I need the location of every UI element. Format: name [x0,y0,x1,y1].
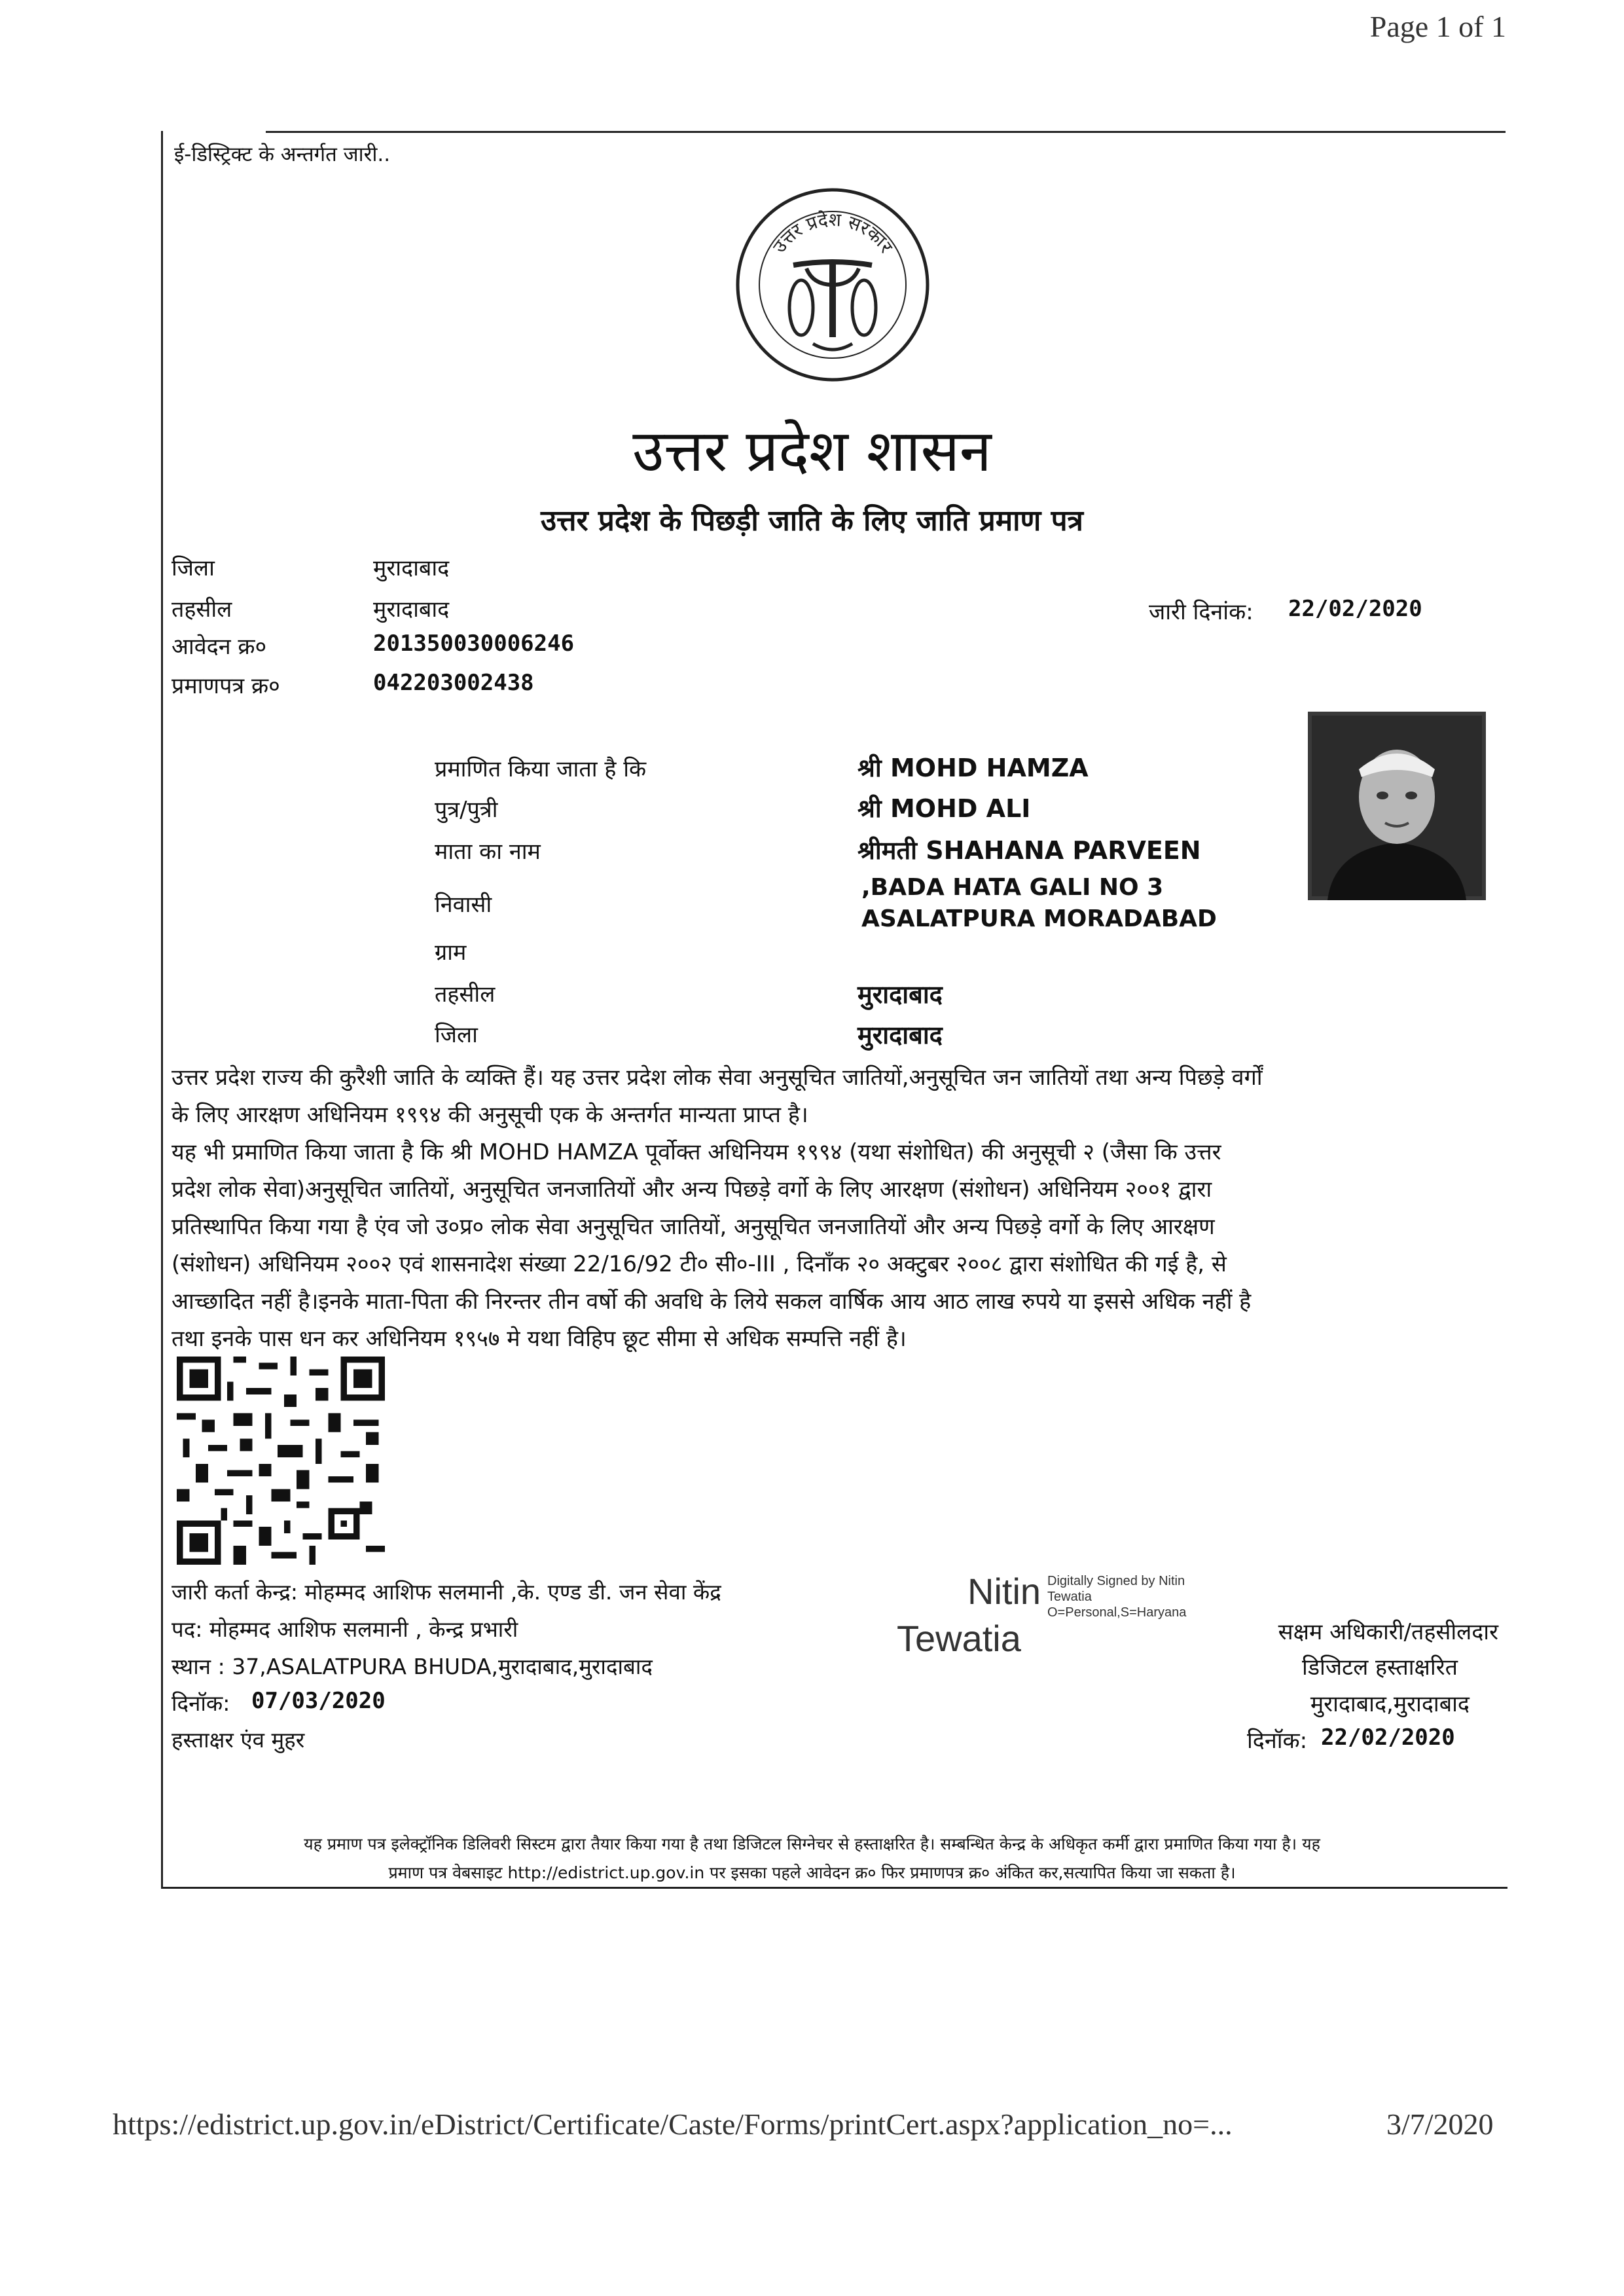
resident-label: निवासी [435,892,492,918]
digital-sign-note-3: O=Personal,S=Haryana [1047,1605,1187,1620]
issuer-place: स्थान : 37,ASALATPURA BHUDA,मुरादाबाद,मुरादाबाद [171,1654,653,1679]
certificate-title: उत्तर प्रदेश के पिछड़ी जाति के लिए जाति प्रमाण पत्र [541,504,1083,538]
person-district-value: मुरादाबाद [857,1021,943,1049]
body-line-3: यह भी प्रमाणित किया जाता है कि श्री MOHD HAMZA पूर्वोक्त अधिनियम १९९४ (यथा संशोधित) की अनुसूची २ (जैसा कि उत्तर [171,1139,1221,1165]
up-government-emblem [734,187,931,383]
issue-date-value: 22/02/2020 [1288,596,1422,622]
body-line-8: तथा इनके पास धन कर अधिनियम १९५७ मे यथा विहिप छूट सीमा से अधिक सम्पत्ति नहीं है। [171,1326,907,1352]
applicant-photo [1308,712,1486,900]
mother-label: माता का नाम [435,839,541,865]
mother-name: श्रीमती SHAHANA PARVEEN [857,836,1201,865]
authority-place: मुरादाबाद,मुरादाबाद [1310,1691,1470,1717]
certified-label: प्रमाणित किया जाता है कि [435,756,647,782]
application-number-value: 201350030006246 [373,630,575,657]
application-number-label: आवेदन क्र० [171,634,267,660]
print-date: 3/7/2020 [1386,2107,1494,2141]
digital-sign-note-2: Tewatia [1047,1590,1092,1604]
authority-date-value: 22/02/2020 [1321,1724,1455,1751]
body-line-7: आच्छादित नहीं है।इनके माता-पिता की निरन्तर तीन वर्षो की अवधि के लिये सकल वार्षिक आय आठ लाख रुपये या इससे अधिक नहीं है [171,1288,1252,1315]
sign-and-seal-label: हस्ताक्षर एंव मुहर [171,1727,305,1753]
authority-digital-signed: डिजिटल हस्ताक्षरित [1302,1654,1458,1681]
body-line-1: उत्तर प्रदेश राज्य की कुरैशी जाति के व्यक्ति हैं। यह उत्तर प्रदेश लोक सेवा अनुसूचित जातियों,अनुसूचित जन जातियों तथा अन्य पिछड़े वर्गों [171,1065,1263,1091]
district-label: जिला [171,555,215,581]
print-url: https://edistrict.up.gov.in/eDistrict/Certificate/Caste/Forms/printCert.aspx?application_no=... [113,2107,1233,2141]
issuer-date-value: 07/03/2020 [251,1688,386,1714]
tehsil-label: तहसील [171,596,232,623]
top-rule [266,131,1506,133]
body-line-5: प्रतिस्थापित किया गया है एंव जो उ०प्र० लोक सेवा अनुसूचित जातियों, अनुसूचित जनजातियों और अन्य पिछड़े वर्गो के लिए आरक्षण [171,1214,1215,1240]
body-line-4: प्रदेश लोक सेवा)अनुसूचित जातियों, अनुसूचित जनजातियों और अन्य पिछड़े वर्गो के लिए आरक्षण (संशोधन) अधिनियम २००१ द्वारा [171,1176,1212,1203]
certificate-number-value: 042203002438 [373,670,534,696]
person-tehsil-label: तहसील [435,981,496,1008]
authority-date-label: दिनॉक: [1247,1728,1308,1754]
verification-note-line-2: प्रमाण पत्र वेबसाइट http://edistrict.up.gov.in पर इसका पहले आवेदन क्र० फिर प्रमाणपत्र क्र० अंकित कर,सत्यापित किया जा सकता है। [388,1863,1236,1882]
signer-first-name: Nitin [967,1571,1041,1612]
issuing-centre: जारी कर्ता केन्द्र: मोहम्मद आशिफ सलमानी ,के. एण्ड डी. जन सेवा केंद्र [171,1579,721,1605]
issuer-date-label: दिनॉक: [171,1690,230,1716]
digital-sign-note-1: Digitally Signed by Nitin [1047,1574,1185,1588]
person-district-label: जिला [435,1022,478,1048]
village-label: ग्राम [435,939,467,966]
body-line-2: के लिए आरक्षण अधिनियम १९९४ की अनुसूची एक के अन्तर्गत मान्यता प्राप्त है। [171,1102,808,1128]
issuer-post: पद: मोहम्मद आशिफ सलमानी , केन्द्र प्रभारी [171,1616,518,1642]
certified-name: श्री MOHD HAMZA [857,754,1089,782]
father-name: श्री MOHD ALI [857,794,1031,823]
verification-qr-code[interactable] [177,1357,385,1565]
address-line-2: ASALATPURA MORADABAD [861,905,1217,932]
certificate-number-label: प्रमाणपत्र क्र० [171,673,280,699]
district-value: मुरादाबाद [373,555,450,581]
emblem-text: उत्तर प्रदेश सरकार [768,208,897,257]
issued-under-note: ई-डिस्ट्रिक्ट के अन्तर्गत जारी.. [174,143,391,166]
issue-date-label: जारी दिनांक: [1149,599,1254,625]
child-of-label: पुत्र/पुत्री [435,797,498,823]
signer-last-name: Tewatia [897,1618,1021,1659]
address-line-1: ,BADA HATA GALI NO 3 [861,874,1164,901]
verification-note-line-1: यह प्रमाण पत्र इलेक्ट्रॉनिक डिलिवरी सिस्टम द्वारा तैयार किया गया है तथा डिजिटल सिग्नेचर से हस्ताक्षरित है। सम्बन्धित केन्द्र के अधिकृत कर्मी द्वारा प्रमाणित किया गया है। यह [304,1834,1320,1853]
tehsil-value: मुरादाबाद [373,596,450,623]
verification-note [0,1830,1624,1887]
page-number: Page 1 of 1 [1369,10,1506,43]
svg-text:उत्तर प्रदेश सरकार [768,209,897,257]
person-tehsil-value: मुरादाबाद [857,980,943,1009]
authority-title: सक्षम अधिकारी/तहसीलदार [1278,1619,1498,1645]
government-title: उत्तर प्रदेश शासन [632,417,992,484]
body-line-6: (संशोधन) अधिनियम २००२ एवं शासनादेश संख्या 22/16/92 टी० सी०-III , दिनाँक २० अक्टुबर २००८ द्वारा संशोधित की गई है, से [171,1251,1227,1277]
